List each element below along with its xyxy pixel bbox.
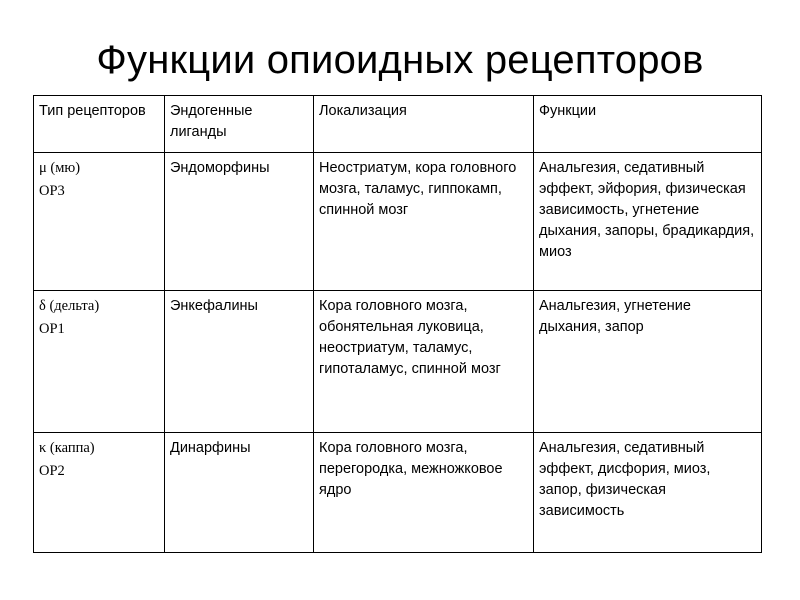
header-localization: Локализация (314, 96, 534, 153)
receptor-type-cell (34, 153, 165, 291)
receptor-type-cell (34, 433, 165, 553)
receptor-type-code: OP2 (39, 463, 65, 479)
functions-cell: Анальгезия, угнетение дыхания, запор (534, 291, 762, 433)
table-row (34, 433, 762, 553)
receptor-type-code: OP1 (39, 321, 65, 337)
header-endogenous-ligands: Эндогенные лиганды (165, 96, 314, 153)
opioid-receptor-table (33, 95, 762, 553)
receptor-type-name: κ (каппа) (39, 440, 95, 456)
slide-title: Функции опиоидных рецепторов (96, 38, 704, 82)
receptor-type-name: μ (мю) (39, 160, 81, 176)
functions-cell: Анальгезия, седативный эффект, эйфория, физическая зависимость, угнетение дыхания, запоры, брадикардия, миоз (534, 153, 762, 291)
header-functions: Функции (534, 96, 762, 153)
table-row (34, 291, 762, 433)
table-row (34, 153, 762, 291)
localization-cell: Кора головного мозга, перегородка, межножковое ядро (314, 433, 534, 553)
ligands-cell: Эндоморфины (165, 153, 314, 291)
receptor-type-code: OP3 (39, 183, 65, 199)
receptor-type-name: δ (дельта) (39, 298, 100, 314)
functions-cell: Анальгезия, седативный эффект, дисфория, миоз, запор, физическая зависимость (534, 433, 762, 553)
header-receptor-type: Тип рецепторов (34, 96, 165, 153)
ligands-cell: Динарфины (165, 433, 314, 553)
table-header-row (34, 96, 762, 153)
localization-cell: Кора головного мозга, обонятельная луковица, неостриатум, таламус, гипоталамус, спинной мозг (314, 291, 534, 433)
localization-cell: Неостриатум, кора головного мозга, таламус, гиппокамп, спинной мозг (314, 153, 534, 291)
receptor-type-cell (34, 291, 165, 433)
ligands-cell: Энкефалины (165, 291, 314, 433)
